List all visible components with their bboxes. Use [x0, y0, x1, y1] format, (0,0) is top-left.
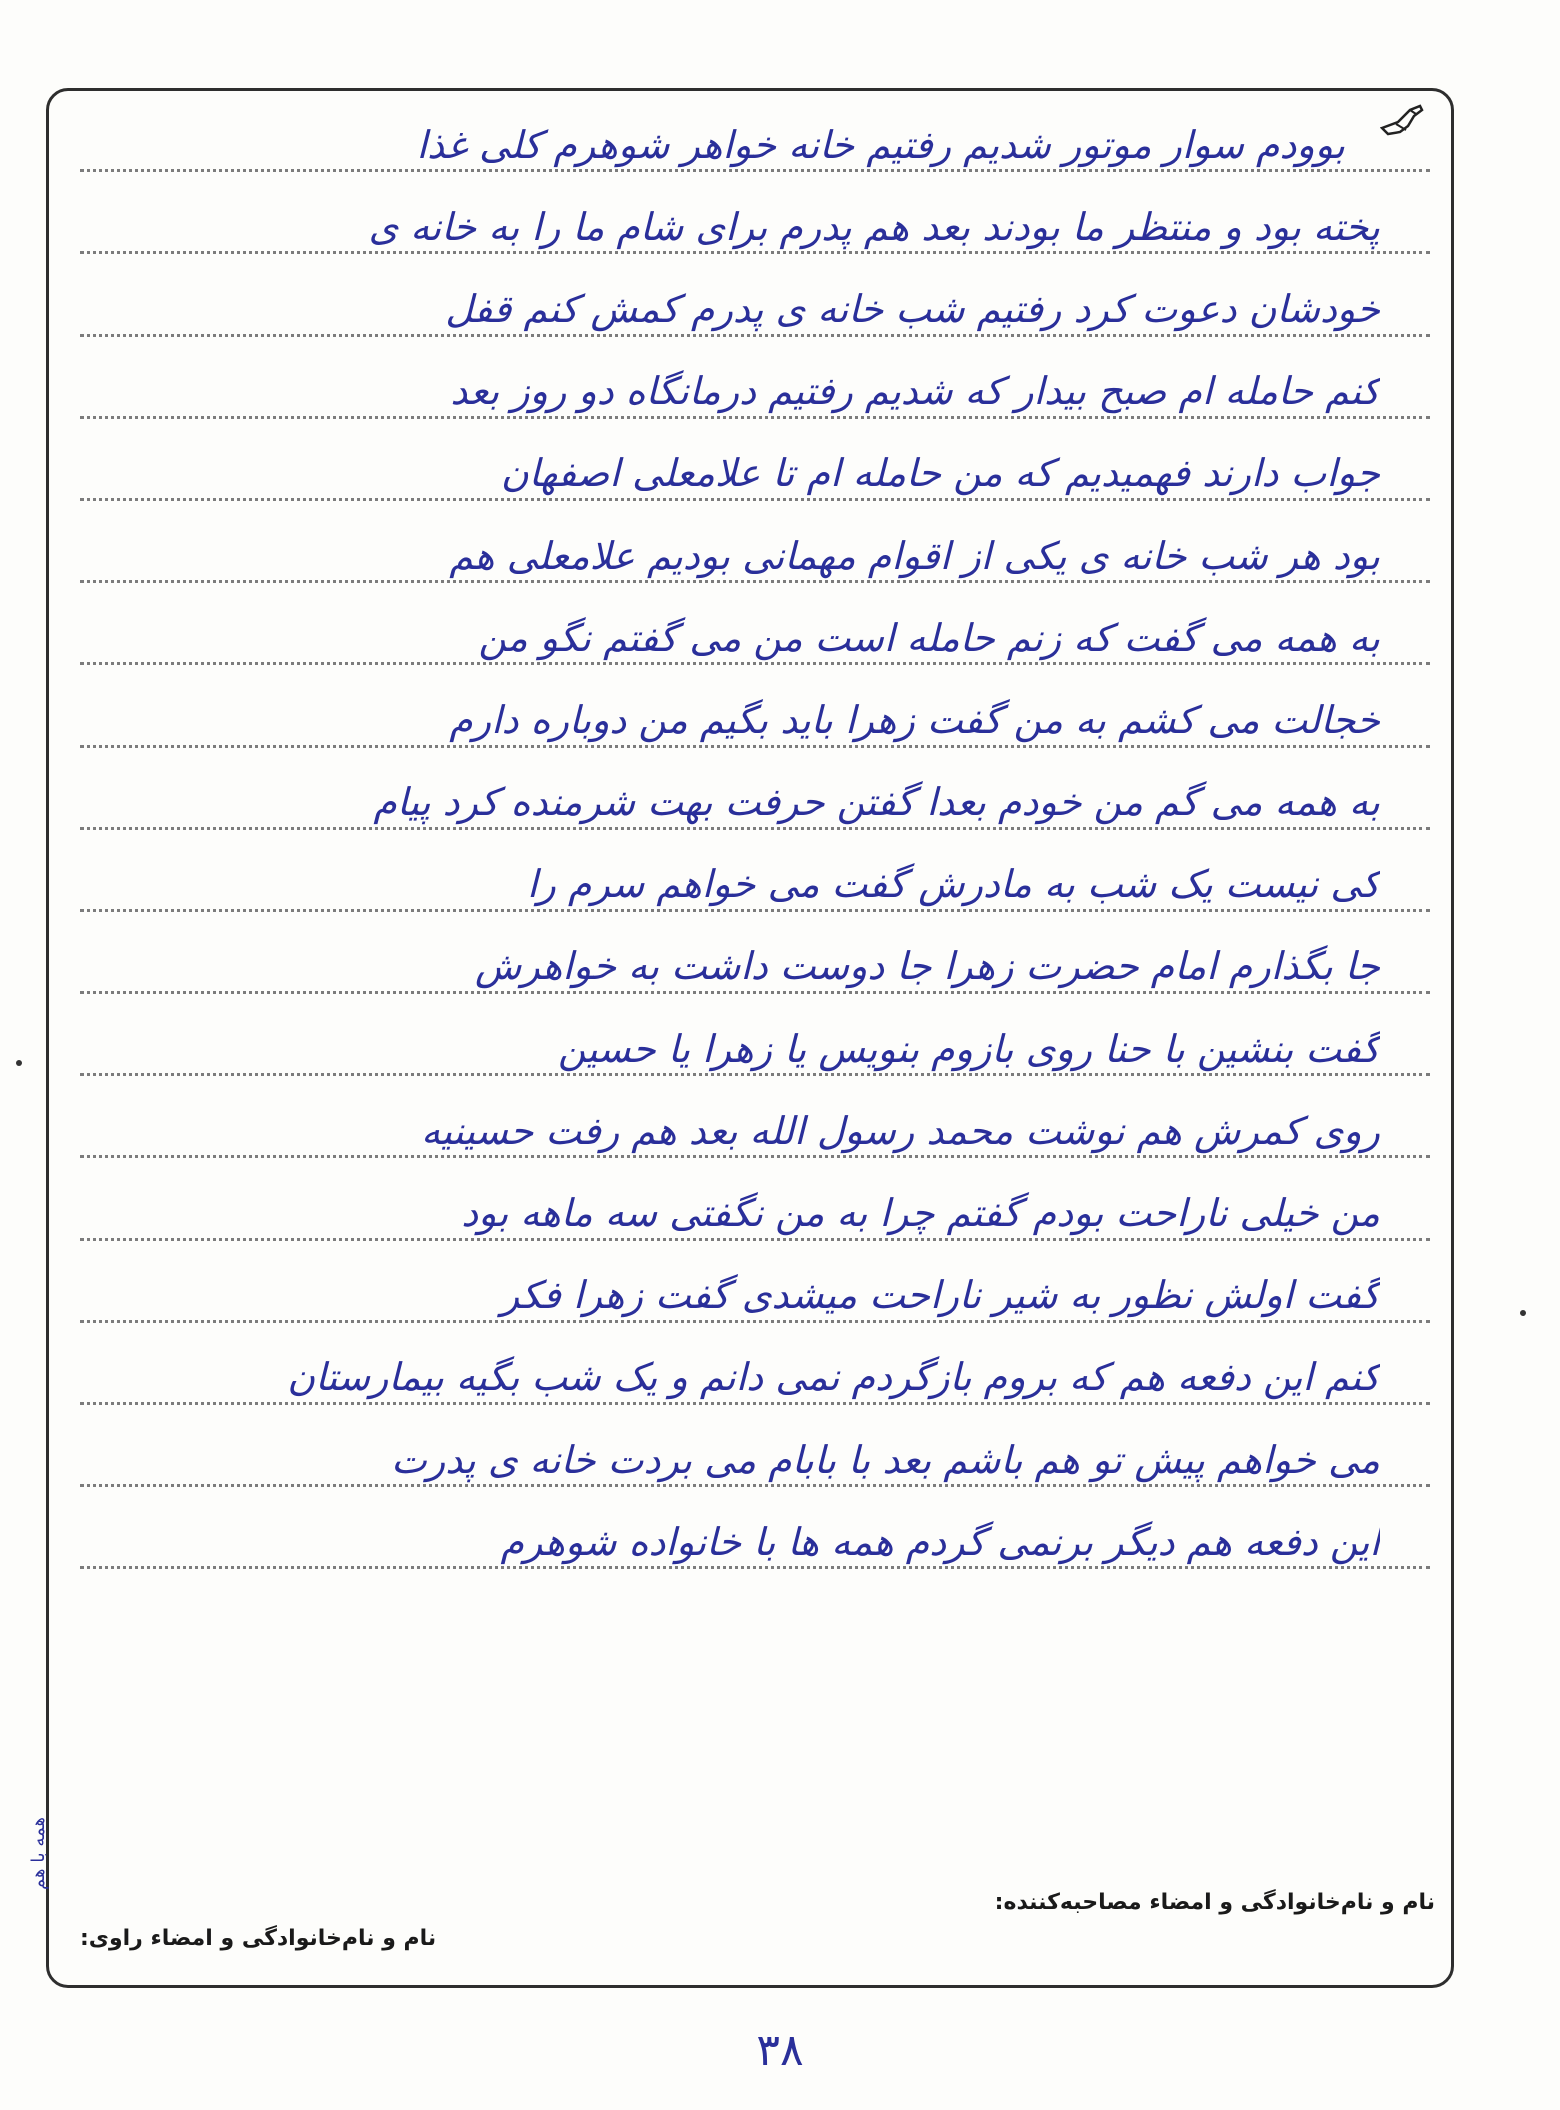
text-line — [70, 1333, 1440, 1415]
text-line — [70, 1086, 1440, 1168]
text-line — [70, 100, 1440, 182]
text-line — [70, 922, 1440, 1004]
text-line — [70, 1168, 1440, 1250]
text-line — [70, 593, 1440, 675]
line-text: گفت اولش نظور به شیر ناراحت میشدی گفت زهرا فکر — [500, 1273, 1380, 1318]
text-line — [70, 675, 1440, 757]
line-text: گفت بنشین با حنا روی بازوم بنویس یا زهرا یا حسین — [558, 1026, 1380, 1071]
line-text: خودشان دعوت کرد رفتیم شب خانه ی پدرم کمش کنم قفل — [445, 286, 1380, 331]
page-number: ۳۸ — [756, 2025, 804, 2076]
line-text: کنم این دفعه هم که بروم بازگردم نمی دانم و یک شب بگیه بیمارستان — [287, 1355, 1380, 1400]
text-line — [70, 429, 1440, 511]
signature-section — [80, 1890, 1435, 1970]
margin-note: همه با هم — [28, 1817, 49, 1890]
text-line — [70, 840, 1440, 922]
text-line — [70, 347, 1440, 429]
text-line — [70, 264, 1440, 346]
text-line — [70, 1497, 1440, 1579]
handwritten-text-block — [70, 100, 1440, 1579]
line-text: کی نیست یک شب به مادرش گفت می خواهم سرم را — [527, 862, 1380, 907]
text-line — [70, 1004, 1440, 1086]
line-text: بوودم سوار موتور شدیم رفتیم خانه خواهر شوهرم کلی غذا — [416, 122, 1345, 167]
stray-mark — [1520, 1310, 1526, 1316]
line-text: پخته بود و منتظر ما بودند بعد هم پدرم برای شام ما را به خانه ی — [368, 204, 1380, 249]
line-text: می خواهم پیش تو هم باشم بعد با بابام می بردت خانه ی پدرت — [391, 1437, 1380, 1482]
text-line — [70, 1251, 1440, 1333]
narrator-signature-label: نام و نام‌خانوادگی و امضاء راوی: — [80, 1926, 437, 1951]
line-text: این دفعه هم دیگر برنمی گردم همه ها با خانواده شوهرم — [500, 1519, 1380, 1564]
text-line — [70, 1415, 1440, 1497]
text-line — [70, 182, 1440, 264]
line-text: من خیلی ناراحت بودم گفتم چرا به من نگفتی سه ماهه بود — [461, 1191, 1380, 1236]
line-text: کنم حامله ام صبح بیدار که شدیم رفتیم درمانگاه دو روز بعد — [450, 369, 1380, 414]
line-text: جواب دارند فهمیدیم که من حامله ام تا علامعلی اصفهان — [500, 451, 1380, 496]
line-text: به همه می گم من خودم بعدا گفتن حرفت بهت شرمنده کرد پیام — [373, 780, 1380, 825]
line-text: جا بگذارم امام حضرت زهرا جا دوست داشت به خواهرش — [475, 944, 1380, 989]
text-line — [70, 758, 1440, 840]
line-text: به همه می گفت که زنم حامله است من می گفتم نگو من — [478, 615, 1380, 660]
interviewer-signature-label: نام و نام‌خانوادگی و امضاء مصاحبه‌کننده: — [994, 1890, 1435, 1915]
line-text: روی کمرش هم نوشت محمد رسول الله بعد هم رفت حسینیه — [421, 1108, 1380, 1153]
line-text: بود هر شب خانه ی یکی از اقوام مهمانی بودیم علامعلی هم — [449, 533, 1380, 578]
text-line — [70, 511, 1440, 593]
stray-mark — [16, 1060, 22, 1066]
line-text: خجالت می کشم به من گفت زهرا باید بگیم من دوباره دارم — [449, 697, 1380, 742]
